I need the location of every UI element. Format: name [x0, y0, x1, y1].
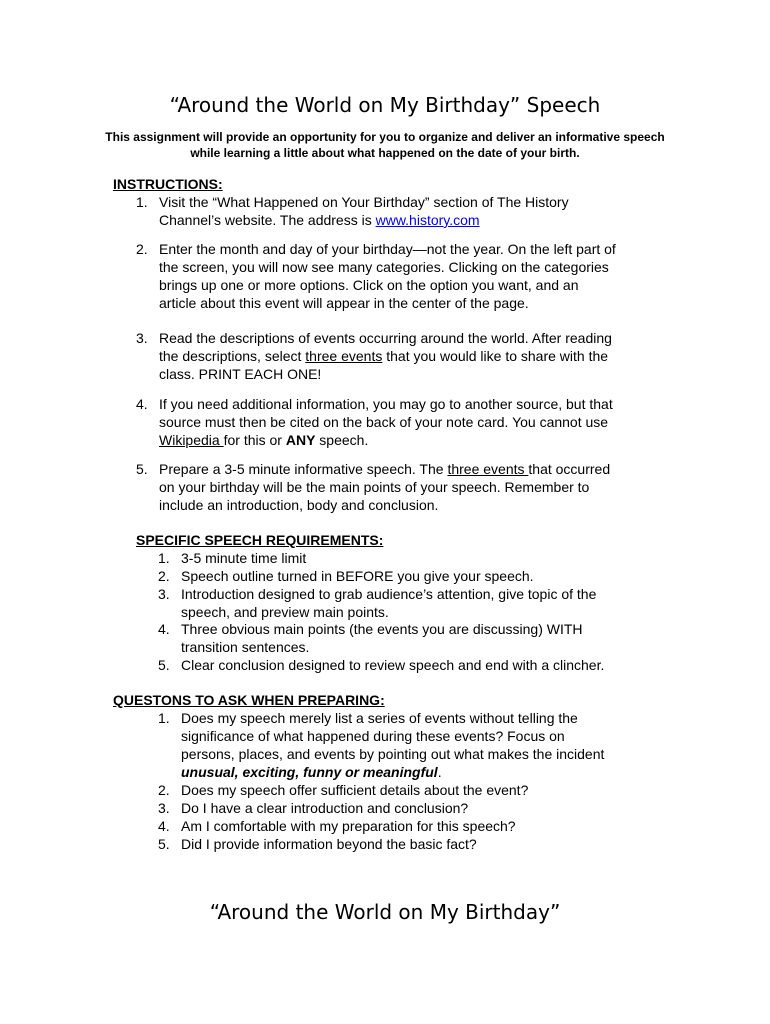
item-text: the descriptions, select: [159, 348, 306, 364]
item-text: Channel’s website. The address is: [159, 212, 376, 228]
item-text: that occurred: [528, 461, 611, 477]
item-number: 5.: [136, 461, 148, 477]
item-line: Introduction designed to grab audience’s attention, give topic of the: [181, 586, 597, 602]
item-number: 1.: [158, 710, 170, 726]
emphasis-text: unusual, exciting, funny or meaningful: [181, 764, 438, 780]
item-number: 5.: [158, 657, 170, 673]
item-line: Did I provide information beyond the basic fact?: [181, 836, 477, 852]
item-text: .: [437, 764, 442, 780]
item-line: speech, and preview main points.: [181, 604, 389, 620]
item-number: 2.: [158, 568, 170, 584]
item-line: Am I comfortable with my preparation for this speech?: [181, 818, 516, 834]
item-number: 3.: [158, 800, 170, 816]
item-line: [159, 211, 679, 229]
item-line: significance of what happened during these events? Focus on: [181, 728, 565, 744]
item-text: Prepare a 3-5 minute informative speech. The: [159, 461, 448, 477]
item-number: 4.: [158, 818, 170, 834]
underlined-text: three events: [305, 348, 383, 364]
item-number: 1.: [136, 194, 148, 210]
item-line: persons, places, and events by pointing out what makes the incident: [181, 746, 605, 762]
item-line: 3-5 minute time limit: [181, 550, 307, 566]
item-line: transition sentences.: [181, 639, 310, 655]
item-line: brings up one or more options. Click on the option you want, and an: [159, 277, 579, 293]
underlined-text: three events: [447, 461, 529, 477]
item-number: 2.: [136, 241, 148, 257]
item-text: that you would like to share with the: [382, 348, 609, 364]
requirements-heading: SPECIFIC SPEECH REQUIREMENTS:: [136, 532, 384, 548]
item-number: 4.: [136, 396, 148, 412]
item-number: 5.: [158, 836, 170, 852]
item-number: 4.: [158, 621, 170, 637]
item-number: 3.: [158, 586, 170, 602]
item-line: Visit the “What Happened on Your Birthday” section of The History: [159, 194, 569, 210]
item-line: Three obvious main points (the events you are discussing) WITH: [181, 621, 583, 637]
item-line: If you need additional information, you may go to another source, but that: [159, 396, 613, 412]
item-line: [159, 347, 679, 365]
item-line: Speech outline turned in BEFORE you give your speech.: [181, 568, 534, 584]
item-number: 2.: [158, 782, 170, 798]
item-line: on your birthday will be the main points of your speech. Remember to: [159, 479, 590, 495]
item-line: article about this event will appear in the center of the page.: [159, 295, 529, 311]
item-line: include an introduction, body and conclusion.: [159, 497, 439, 513]
item-line: Enter the month and day of your birthday—not the year. On the left part of: [159, 241, 616, 257]
item-number: 3.: [136, 330, 148, 346]
questions-heading: QUESTONS TO ASK WHEN PREPARING:: [113, 692, 385, 708]
item-line: the screen, you will now see many categories. Clicking on the categories: [159, 259, 609, 275]
item-text: speech.: [315, 432, 369, 448]
item-line: Does my speech merely list a series of events without telling the: [181, 710, 578, 726]
history-link[interactable]: www.history.com: [375, 212, 480, 228]
item-line: Read the descriptions of events occurring around the world. After reading: [159, 330, 612, 346]
item-line: [159, 431, 679, 449]
intro-paragraph: This assignment will provide an opportunity for you to organize and deliver an informative speech while learning a little about what happened on the date of your birth.: [105, 130, 665, 160]
item-line: Does my speech offer sufficient details about the event?: [181, 782, 529, 798]
item-line: Clear conclusion designed to review speech and end with a clincher.: [181, 657, 605, 673]
bold-text: ANY: [285, 432, 316, 448]
item-line: Do I have a clear introduction and conclusion?: [181, 800, 469, 816]
item-line: class. PRINT EACH ONE!: [159, 366, 322, 382]
item-number: 1.: [158, 550, 170, 566]
underlined-text: Wikipedia: [159, 432, 224, 448]
footer-title: “Around the World on My Birthday”: [209, 900, 561, 924]
item-line: [159, 460, 679, 478]
instructions-heading: INSTRUCTIONS:: [113, 176, 223, 192]
page-title: “Around the World on My Birthday” Speech: [169, 93, 601, 117]
item-line: source must then be cited on the back of your note card. You cannot use: [159, 414, 609, 430]
item-line: [181, 763, 661, 781]
item-text: for this or: [223, 432, 286, 448]
